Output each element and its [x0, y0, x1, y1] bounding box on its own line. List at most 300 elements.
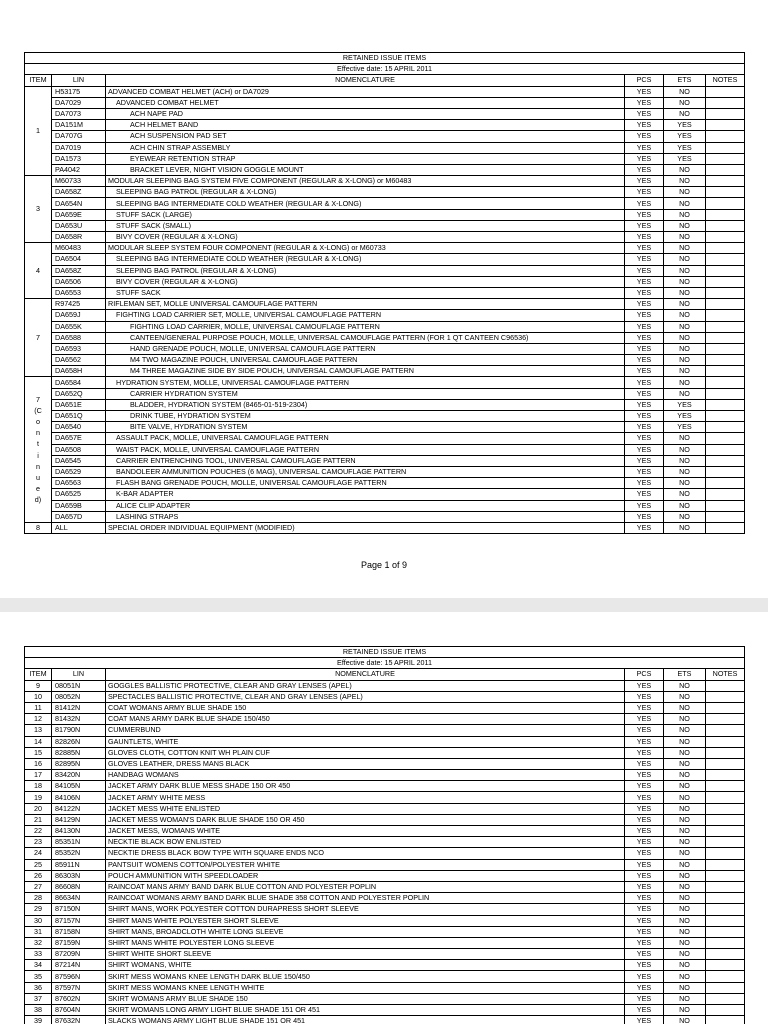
nomenclature-cell: BLADDER, HYDRATION SYSTEM (8465-01-519-2304) — [106, 399, 625, 410]
table-row — [25, 310, 745, 321]
item-number-fragment: 7 — [36, 394, 40, 404]
ets-cell: NO — [664, 86, 706, 97]
notes-cell — [706, 265, 745, 276]
notes-cell — [706, 254, 745, 265]
pcs-cell: YES — [625, 422, 664, 433]
ets-cell: NO — [664, 522, 706, 533]
table-row — [25, 455, 745, 466]
ets-cell: NO — [664, 960, 706, 971]
ets-cell: NO — [664, 209, 706, 220]
lin-cell: DA7029 — [52, 97, 106, 108]
nomenclature-cell: JACKET MESS WOMAN'S DARK BLUE SHADE 150 OR 450 — [106, 814, 625, 825]
table-row — [25, 276, 745, 287]
table-row — [25, 377, 745, 388]
pcs-cell: YES — [625, 120, 664, 131]
ets-cell: NO — [664, 377, 706, 388]
pcs-cell: YES — [625, 388, 664, 399]
lin-cell: 87214N — [52, 960, 106, 971]
pcs-cell: YES — [625, 971, 664, 982]
pcs-cell: YES — [625, 209, 664, 220]
ets-cell: YES — [664, 120, 706, 131]
ets-cell: NO — [664, 870, 706, 881]
nomenclature-cell: SKIRT MESS WOMANS KNEE LENGTH DARK BLUE 150/450 — [106, 971, 625, 982]
nomenclature-cell: SLEEPING BAG PATROL (REGULAR & X-LONG) — [106, 187, 625, 198]
pcs-cell: YES — [625, 176, 664, 187]
notes-cell — [706, 466, 745, 477]
notes-cell — [706, 859, 745, 870]
notes-cell — [706, 993, 745, 1004]
item-number-cell: 15 — [25, 747, 52, 758]
page-2 — [0, 612, 768, 1024]
ets-cell: NO — [664, 904, 706, 915]
pcs-cell: YES — [625, 399, 664, 410]
nomenclature-cell: M4 TWO MAGAZINE POUCH, UNIVERSAL CAMOUFLAGE PATTERN — [106, 355, 625, 366]
lin-cell: DA6540 — [52, 422, 106, 433]
item-number-cell: 29 — [25, 904, 52, 915]
header-item: ITEM — [25, 75, 52, 86]
lin-cell: 87604N — [52, 1005, 106, 1016]
ets-cell: NO — [664, 1005, 706, 1016]
notes-cell — [706, 388, 745, 399]
notes-cell — [706, 131, 745, 142]
notes-cell — [706, 915, 745, 926]
ets-cell: NO — [664, 826, 706, 837]
lin-cell: 81412N — [52, 702, 106, 713]
table-row — [25, 500, 745, 511]
retained-items-table-page-1 — [24, 52, 745, 534]
notes-cell — [706, 792, 745, 803]
item-number-cell: 18 — [25, 781, 52, 792]
ets-cell: NO — [664, 343, 706, 354]
notes-cell — [706, 848, 745, 859]
item-number-cell: 27 — [25, 881, 52, 892]
table-row — [25, 466, 745, 477]
lin-cell: M60733 — [52, 176, 106, 187]
table-row — [25, 758, 745, 769]
ets-cell: NO — [664, 276, 706, 287]
ets-cell: NO — [664, 881, 706, 892]
ets-cell: NO — [664, 310, 706, 321]
pcs-cell: YES — [625, 287, 664, 298]
ets-cell: NO — [664, 691, 706, 702]
page-footer: Page 1 of 9 — [360, 560, 408, 570]
notes-cell — [706, 770, 745, 781]
nomenclature-cell: DRINK TUBE, HYDRATION SYSTEM — [106, 411, 625, 422]
pcs-cell: YES — [625, 960, 664, 971]
pcs-cell: YES — [625, 232, 664, 243]
table-row — [25, 265, 745, 276]
pcs-cell: YES — [625, 131, 664, 142]
nomenclature-cell: RAINCOAT MANS ARMY BAND DARK BLUE COTTON AND POLYESTER POPLIN — [106, 881, 625, 892]
nomenclature-cell: LASHING STRAPS — [106, 511, 625, 522]
header-item: ITEM — [25, 669, 52, 680]
pcs-cell: YES — [625, 97, 664, 108]
pcs-cell: YES — [625, 411, 664, 422]
table-row — [25, 511, 745, 522]
ets-cell: NO — [664, 814, 706, 825]
lin-cell: DA151M — [52, 120, 106, 131]
pcs-cell: YES — [625, 466, 664, 477]
effective-date: Effective date: 15 APRIL 2011 — [25, 658, 745, 669]
notes-cell — [706, 736, 745, 747]
table-row — [25, 881, 745, 892]
notes-cell — [706, 960, 745, 971]
header-nomenclature: NOMENCLATURE — [106, 669, 625, 680]
item-number-cell: 19 — [25, 792, 52, 803]
nomenclature-cell: CANTEEN/GENERAL PURPOSE POUCH, MOLLE, UNIVERSAL CAMOUFLAGE PATTERN (FOR 1 QT CANTEEN C96536) — [106, 332, 625, 343]
table-row — [25, 332, 745, 343]
notes-cell — [706, 781, 745, 792]
notes-cell — [706, 366, 745, 377]
ets-cell: NO — [664, 478, 706, 489]
nomenclature-cell: BITE VALVE, HYDRATION SYSTEM — [106, 422, 625, 433]
ets-cell: NO — [664, 747, 706, 758]
table-row — [25, 232, 745, 243]
table-row — [25, 220, 745, 231]
table-row — [25, 366, 745, 377]
item-number-fragment: (C — [34, 405, 42, 415]
item-number-cell: 24 — [25, 848, 52, 859]
header-row — [25, 75, 745, 86]
ets-cell: NO — [664, 187, 706, 198]
nomenclature-cell: PANTSUIT WOMENS COTTON/POLYESTER WHITE — [106, 859, 625, 870]
table-row — [25, 97, 745, 108]
nomenclature-cell: GLOVES LEATHER, DRESS MANS BLACK — [106, 758, 625, 769]
item-number-cell: 30 — [25, 915, 52, 926]
table-row — [25, 254, 745, 265]
lin-cell: DA659J — [52, 310, 106, 321]
header-nomenclature: NOMENCLATURE — [106, 75, 625, 86]
pcs-cell: YES — [625, 276, 664, 287]
lin-cell: DA1573 — [52, 153, 106, 164]
pcs-cell: YES — [625, 982, 664, 993]
notes-cell — [706, 86, 745, 97]
pcs-cell: YES — [625, 691, 664, 702]
lin-cell: DA651E — [52, 399, 106, 410]
nomenclature-cell: SHIRT MANS, WORK POLYESTER COTTON DURAPRESS SHORT SLEEVE — [106, 904, 625, 915]
pcs-cell: YES — [625, 500, 664, 511]
ets-cell: NO — [664, 108, 706, 119]
lin-cell: DA655K — [52, 321, 106, 332]
notes-cell — [706, 422, 745, 433]
header-ets: ETS — [664, 75, 706, 86]
notes-cell — [706, 926, 745, 937]
pcs-cell: YES — [625, 770, 664, 781]
item-number-cell: 8 — [25, 522, 52, 533]
lin-cell: DA6588 — [52, 332, 106, 343]
nomenclature-cell: ALICE CLIP ADAPTER — [106, 500, 625, 511]
notes-cell — [706, 142, 745, 153]
item-number-cell: 10 — [25, 691, 52, 702]
lin-cell: 86303N — [52, 870, 106, 881]
nomenclature-cell: SHIRT MANS WHITE POLYESTER SHORT SLEEVE — [106, 915, 625, 926]
header-notes: NOTES — [706, 75, 745, 86]
notes-cell — [706, 870, 745, 881]
lin-cell: ALL — [52, 522, 106, 533]
table-row — [25, 478, 745, 489]
item-number-cell: 14 — [25, 736, 52, 747]
item-number-cell: 36 — [25, 982, 52, 993]
nomenclature-cell: STUFF SACK (LARGE) — [106, 209, 625, 220]
nomenclature-cell: SLEEPING BAG INTERMEDIATE COLD WEATHER (REGULAR & X-LONG) — [106, 198, 625, 209]
item-number-cell: 25 — [25, 859, 52, 870]
lin-cell: 08052N — [52, 691, 106, 702]
notes-cell — [706, 803, 745, 814]
lin-cell: 84129N — [52, 814, 106, 825]
table-row — [25, 702, 745, 713]
table-row — [25, 859, 745, 870]
item-number-cell: 22 — [25, 826, 52, 837]
pcs-cell: YES — [625, 220, 664, 231]
ets-cell: YES — [664, 142, 706, 153]
table-row — [25, 422, 745, 433]
table-row — [25, 489, 745, 500]
table-row — [25, 736, 745, 747]
notes-cell — [706, 444, 745, 455]
table-row — [25, 937, 745, 948]
ets-cell: NO — [664, 489, 706, 500]
item-number-cell: 11 — [25, 702, 52, 713]
notes-cell — [706, 714, 745, 725]
notes-cell — [706, 198, 745, 209]
lin-cell: 84122N — [52, 803, 106, 814]
ets-cell: NO — [664, 848, 706, 859]
ets-cell: NO — [664, 287, 706, 298]
effective-date: Effective date: 15 APRIL 2011 — [25, 64, 745, 75]
ets-cell: NO — [664, 937, 706, 948]
lin-cell: 87159N — [52, 937, 106, 948]
nomenclature-cell: JACKET ARMY DARK BLUE MESS SHADE 150 OR 450 — [106, 781, 625, 792]
lin-cell: DA659E — [52, 209, 106, 220]
lin-cell: 81432N — [52, 714, 106, 725]
table-row — [25, 131, 745, 142]
ets-cell: NO — [664, 680, 706, 691]
item-number-cell: 35 — [25, 971, 52, 982]
nomenclature-cell: STUFF SACK (SMALL) — [106, 220, 625, 231]
ets-cell: NO — [664, 1016, 706, 1024]
ets-cell: NO — [664, 859, 706, 870]
item-number-cell: 34 — [25, 960, 52, 971]
nomenclature-cell: GAUNTLETS, WHITE — [106, 736, 625, 747]
nomenclature-cell: JACKET ARMY WHITE MESS — [106, 792, 625, 803]
lin-cell: 84106N — [52, 792, 106, 803]
pcs-cell: YES — [625, 736, 664, 747]
ets-cell: NO — [664, 444, 706, 455]
lin-cell: DA6508 — [52, 444, 106, 455]
nomenclature-cell: SHIRT WOMANS, WHITE — [106, 960, 625, 971]
notes-cell — [706, 725, 745, 736]
notes-cell — [706, 399, 745, 410]
nomenclature-cell: POUCH AMMUNITION WITH SPEEDLOADER — [106, 870, 625, 881]
nomenclature-cell: SPECTACLES BALLISTIC PROTECTIVE, CLEAR AND GRAY LENSES (APEL) — [106, 691, 625, 702]
table-row — [25, 1005, 745, 1016]
ets-cell: NO — [664, 781, 706, 792]
table-row — [25, 176, 745, 187]
nomenclature-cell: FIGHTING LOAD CARRIER, MOLLE, UNIVERSAL CAMOUFLAGE PATTERN — [106, 321, 625, 332]
lin-cell: 87150N — [52, 904, 106, 915]
pcs-cell: YES — [625, 153, 664, 164]
table-row — [25, 971, 745, 982]
item-number-cell: 38 — [25, 1005, 52, 1016]
table-row — [25, 837, 745, 848]
lin-cell: DA6525 — [52, 489, 106, 500]
lin-cell: DA6506 — [52, 276, 106, 287]
nomenclature-cell: SLEEPING BAG PATROL (REGULAR & X-LONG) — [106, 265, 625, 276]
notes-cell — [706, 971, 745, 982]
lin-cell: R97425 — [52, 299, 106, 310]
lin-cell: 85351N — [52, 837, 106, 848]
ets-cell: NO — [664, 702, 706, 713]
ets-cell: NO — [664, 500, 706, 511]
pcs-cell: YES — [625, 725, 664, 736]
ets-cell: NO — [664, 176, 706, 187]
item-number-fragment: t — [37, 439, 39, 449]
pcs-cell: YES — [625, 680, 664, 691]
pcs-cell: YES — [625, 881, 664, 892]
pcs-cell: YES — [625, 949, 664, 960]
lin-cell: 82826N — [52, 736, 106, 747]
ets-cell: NO — [664, 926, 706, 937]
lin-cell: 83420N — [52, 770, 106, 781]
lin-cell: 86634N — [52, 893, 106, 904]
lin-cell: 84105N — [52, 781, 106, 792]
item-number-cell: 17 — [25, 770, 52, 781]
lin-cell: 87157N — [52, 915, 106, 926]
header-pcs: PCS — [625, 669, 664, 680]
ets-cell: YES — [664, 399, 706, 410]
nomenclature-cell: JACKET MESS, WOMANS WHITE — [106, 826, 625, 837]
pcs-cell: YES — [625, 792, 664, 803]
pcs-cell: YES — [625, 321, 664, 332]
table-row — [25, 770, 745, 781]
ets-cell: NO — [664, 299, 706, 310]
nomenclature-cell: RIFLEMAN SET, MOLLE UNIVERSAL CAMOUFLAGE PATTERN — [106, 299, 625, 310]
table-row — [25, 792, 745, 803]
pcs-cell: YES — [625, 164, 664, 175]
notes-cell — [706, 321, 745, 332]
notes-cell — [706, 377, 745, 388]
table-row — [25, 982, 745, 993]
nomenclature-cell: COAT WOMANS ARMY BLUE SHADE 150 — [106, 702, 625, 713]
notes-cell — [706, 120, 745, 131]
notes-cell — [706, 881, 745, 892]
notes-cell — [706, 287, 745, 298]
ets-cell: NO — [664, 220, 706, 231]
item-number-fragment: o — [36, 417, 40, 427]
table-row — [25, 444, 745, 455]
notes-cell — [706, 814, 745, 825]
nomenclature-cell: CARRIER HYDRATION SYSTEM — [106, 388, 625, 399]
notes-cell — [706, 758, 745, 769]
lin-cell: DA658H — [52, 366, 106, 377]
notes-cell — [706, 893, 745, 904]
ets-cell: NO — [664, 758, 706, 769]
nomenclature-cell: MODULAR SLEEP SYSTEM FOUR COMPONENT (REGULAR & X-LONG) or M60733 — [106, 243, 625, 254]
notes-cell — [706, 108, 745, 119]
nomenclature-cell: NECKTIE BLACK BOW ENLISTED — [106, 837, 625, 848]
notes-cell — [706, 1016, 745, 1024]
lin-cell: DA657E — [52, 433, 106, 444]
notes-cell — [706, 164, 745, 175]
notes-cell — [706, 433, 745, 444]
notes-cell — [706, 478, 745, 489]
nomenclature-cell: SKIRT WOMANS LONG ARMY LIGHT BLUE SHADE 151 OR 451 — [106, 1005, 625, 1016]
table-row — [25, 399, 745, 410]
pcs-cell: YES — [625, 108, 664, 119]
item-number-fragment: e — [36, 484, 40, 494]
nomenclature-cell: RAINCOAT WOMANS ARMY BAND DARK BLUE SHADE 358 COTTON AND POLYESTER POPLIN — [106, 893, 625, 904]
ets-cell: NO — [664, 982, 706, 993]
lin-cell: DA7019 — [52, 142, 106, 153]
item-number-cell: 16 — [25, 758, 52, 769]
nomenclature-cell: CARRIER ENTRENCHING TOOL, UNIVERSAL CAMOUFLAGE PATTERN — [106, 455, 625, 466]
lin-cell: DA6584 — [52, 377, 106, 388]
item-number-cell: 1 — [25, 86, 52, 176]
nomenclature-cell: ACH HELMET BAND — [106, 120, 625, 131]
table-row — [25, 411, 745, 422]
pcs-cell: YES — [625, 522, 664, 533]
pcs-cell: YES — [625, 1016, 664, 1024]
pcs-cell: YES — [625, 837, 664, 848]
table-row — [25, 680, 745, 691]
nomenclature-cell: SHIRT MANS, BROADCLOTH WHITE LONG SLEEVE — [106, 926, 625, 937]
item-number-cell: 13 — [25, 725, 52, 736]
notes-cell — [706, 982, 745, 993]
pcs-cell: YES — [625, 265, 664, 276]
nomenclature-cell: CUMMERBUND — [106, 725, 625, 736]
table-row — [25, 691, 745, 702]
lin-cell: 85352N — [52, 848, 106, 859]
table-row — [25, 848, 745, 859]
item-number-cell: 32 — [25, 937, 52, 948]
notes-cell — [706, 500, 745, 511]
table-row — [25, 86, 745, 97]
notes-cell — [706, 489, 745, 500]
item-number-cell: 7 — [25, 299, 52, 377]
pcs-cell: YES — [625, 758, 664, 769]
pcs-cell: YES — [625, 915, 664, 926]
pcs-cell: YES — [625, 310, 664, 321]
pcs-cell: YES — [625, 859, 664, 870]
item-number-cell: 12 — [25, 714, 52, 725]
lin-cell: DA6593 — [52, 343, 106, 354]
lin-cell: 87632N — [52, 1016, 106, 1024]
table-row — [25, 803, 745, 814]
lin-cell: 82895N — [52, 758, 106, 769]
notes-cell — [706, 522, 745, 533]
lin-cell: 87596N — [52, 971, 106, 982]
notes-cell — [706, 702, 745, 713]
ets-cell: NO — [664, 232, 706, 243]
item-number-cell: 3 — [25, 176, 52, 243]
item-number-cell: 31 — [25, 926, 52, 937]
nomenclature-cell: WAIST PACK, MOLLE, UNIVERSAL CAMOUFLAGE PATTERN — [106, 444, 625, 455]
item-number-fragment: n — [36, 428, 40, 438]
ets-cell: NO — [664, 792, 706, 803]
lin-cell: DA657D — [52, 511, 106, 522]
ets-cell: NO — [664, 736, 706, 747]
table-row — [25, 826, 745, 837]
ets-cell: NO — [664, 837, 706, 848]
nomenclature-cell: FIGHTING LOAD CARRIER SET, MOLLE, UNIVERSAL CAMOUFLAGE PATTERN — [106, 310, 625, 321]
pcs-cell: YES — [625, 489, 664, 500]
pcs-cell: YES — [625, 433, 664, 444]
notes-cell — [706, 343, 745, 354]
notes-cell — [706, 837, 745, 848]
notes-cell — [706, 691, 745, 702]
table-row — [25, 299, 745, 310]
ets-cell: NO — [664, 265, 706, 276]
